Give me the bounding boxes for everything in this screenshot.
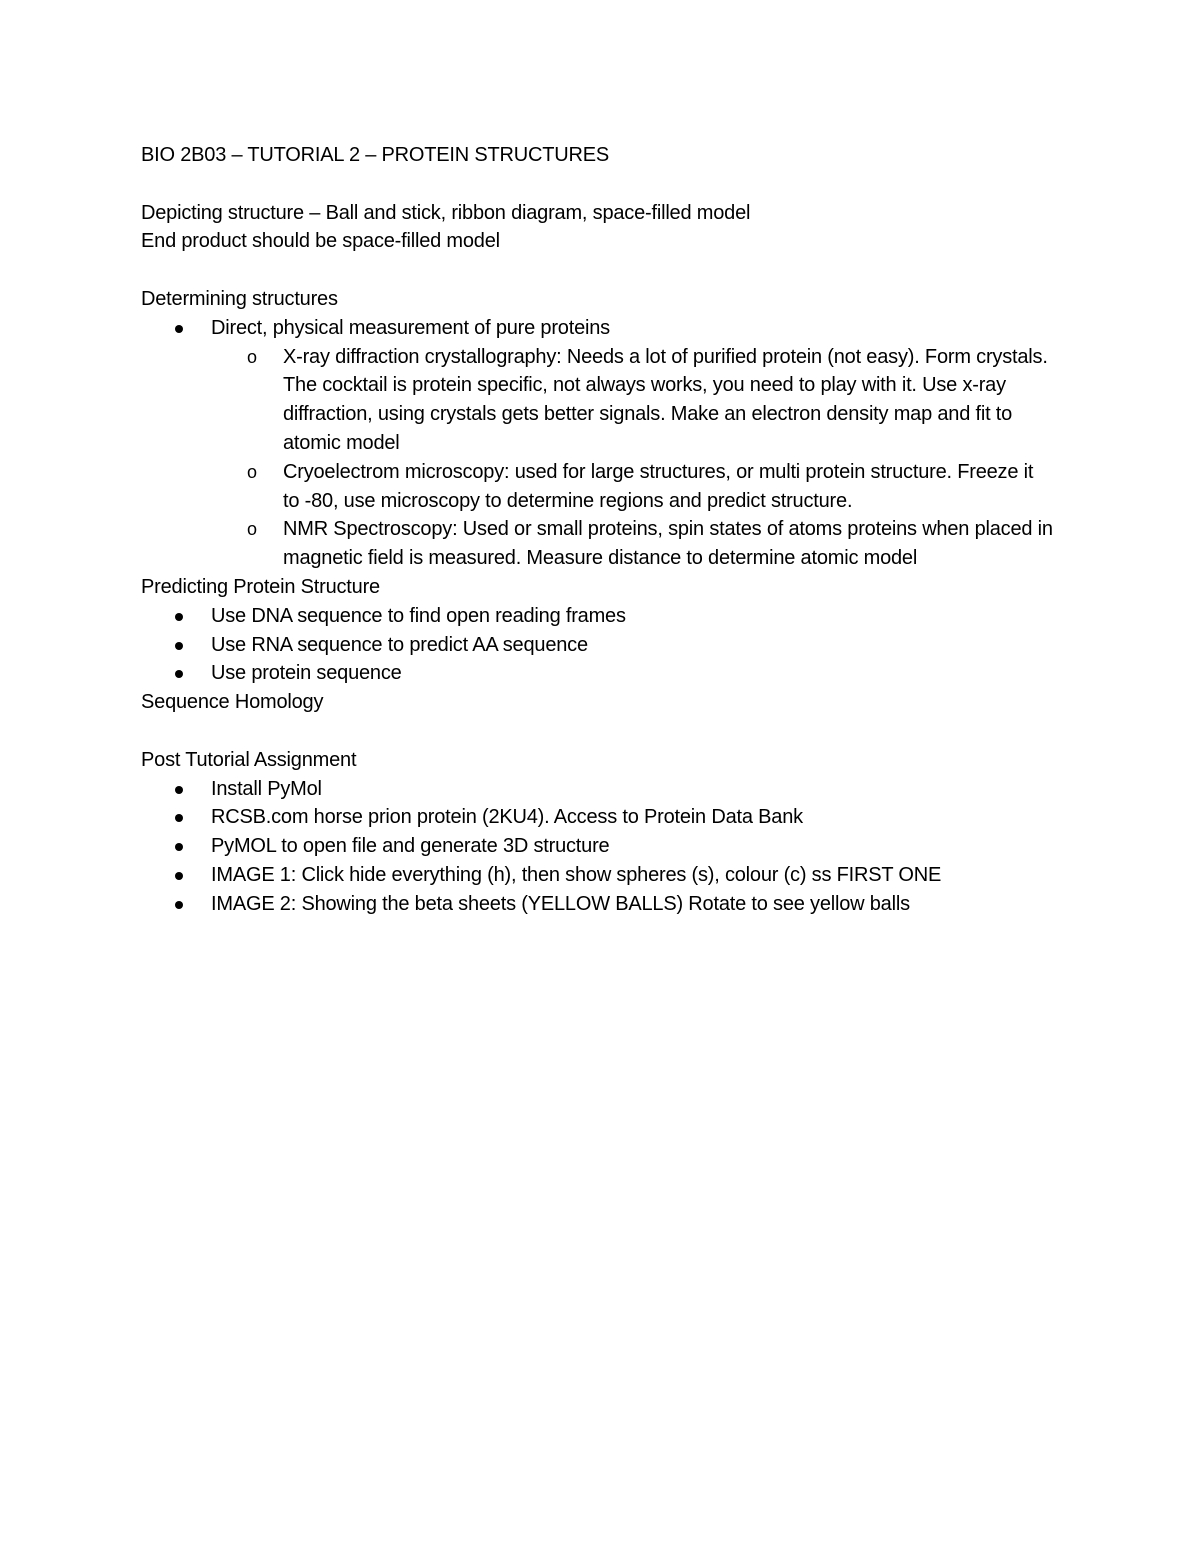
assignment-list — [141, 775, 1071, 919]
determining-sublist — [141, 343, 1071, 573]
list-item: Use RNA sequence to predict AA sequence — [211, 631, 1071, 660]
predicting-heading: Predicting Protein Structure — [141, 575, 380, 598]
sub-list-item-nmr: o NMR Spectroscopy: Used or small proteins, spin states of atoms proteins when placed in magnetic field is measured. Measure distance to determine atomic model — [283, 515, 1053, 573]
sub-list-item-xray: o X-ray diffraction crystallography: Needs a lot of purified protein (not easy). Form crystals. The cocktail is protein specific, not always works, you need to play with it. Use x-ray diffraction, using crystals gets better signals. Make an electron density map and fit to atomic model — [283, 343, 1053, 458]
determining-heading: Determining structures — [141, 287, 338, 310]
homology-heading: Sequence Homology — [141, 691, 324, 714]
document-title: BIO 2B03 – TUTORIAL 2 – PROTEIN STRUCTURES — [141, 144, 610, 166]
list-item: RCSB.com horse prion protein (2KU4). Access to Protein Data Bank — [211, 803, 1071, 832]
depicting-structure-line: Depicting structure – Ball and stick, ribbon diagram, space-filled model — [141, 201, 751, 224]
list-item: Use protein sequence — [211, 659, 1071, 688]
sub-list-item-cryo-em: o Cryoelectrom microscopy: used for large structures, or multi protein structure. Freeze it to -80, use microscopy to determine regions and predict structure. — [283, 458, 1053, 516]
predicting-list — [141, 602, 1071, 688]
determining-list — [141, 314, 1071, 343]
document-body — [141, 141, 1071, 919]
list-item: Use DNA sequence to find open reading frames — [211, 602, 1071, 631]
assignment-heading: Post Tutorial Assignment — [141, 748, 357, 771]
list-item: Direct, physical measurement of pure proteins — [211, 314, 1071, 343]
end-product-line: End product should be space-filled model — [141, 230, 500, 253]
spacer — [141, 717, 1071, 746]
list-item: PyMOL to open file and generate 3D structure — [211, 832, 1071, 861]
list-item: Install PyMol — [211, 775, 1071, 804]
list-item: IMAGE 2: Showing the beta sheets (YELLOW BALLS) Rotate to see yellow balls — [211, 890, 1071, 919]
spacer — [141, 256, 1071, 285]
spacer — [141, 170, 1071, 199]
list-item: IMAGE 1: Click hide everything (h), then show spheres (s), colour (c) ss FIRST ONE — [211, 861, 1071, 890]
